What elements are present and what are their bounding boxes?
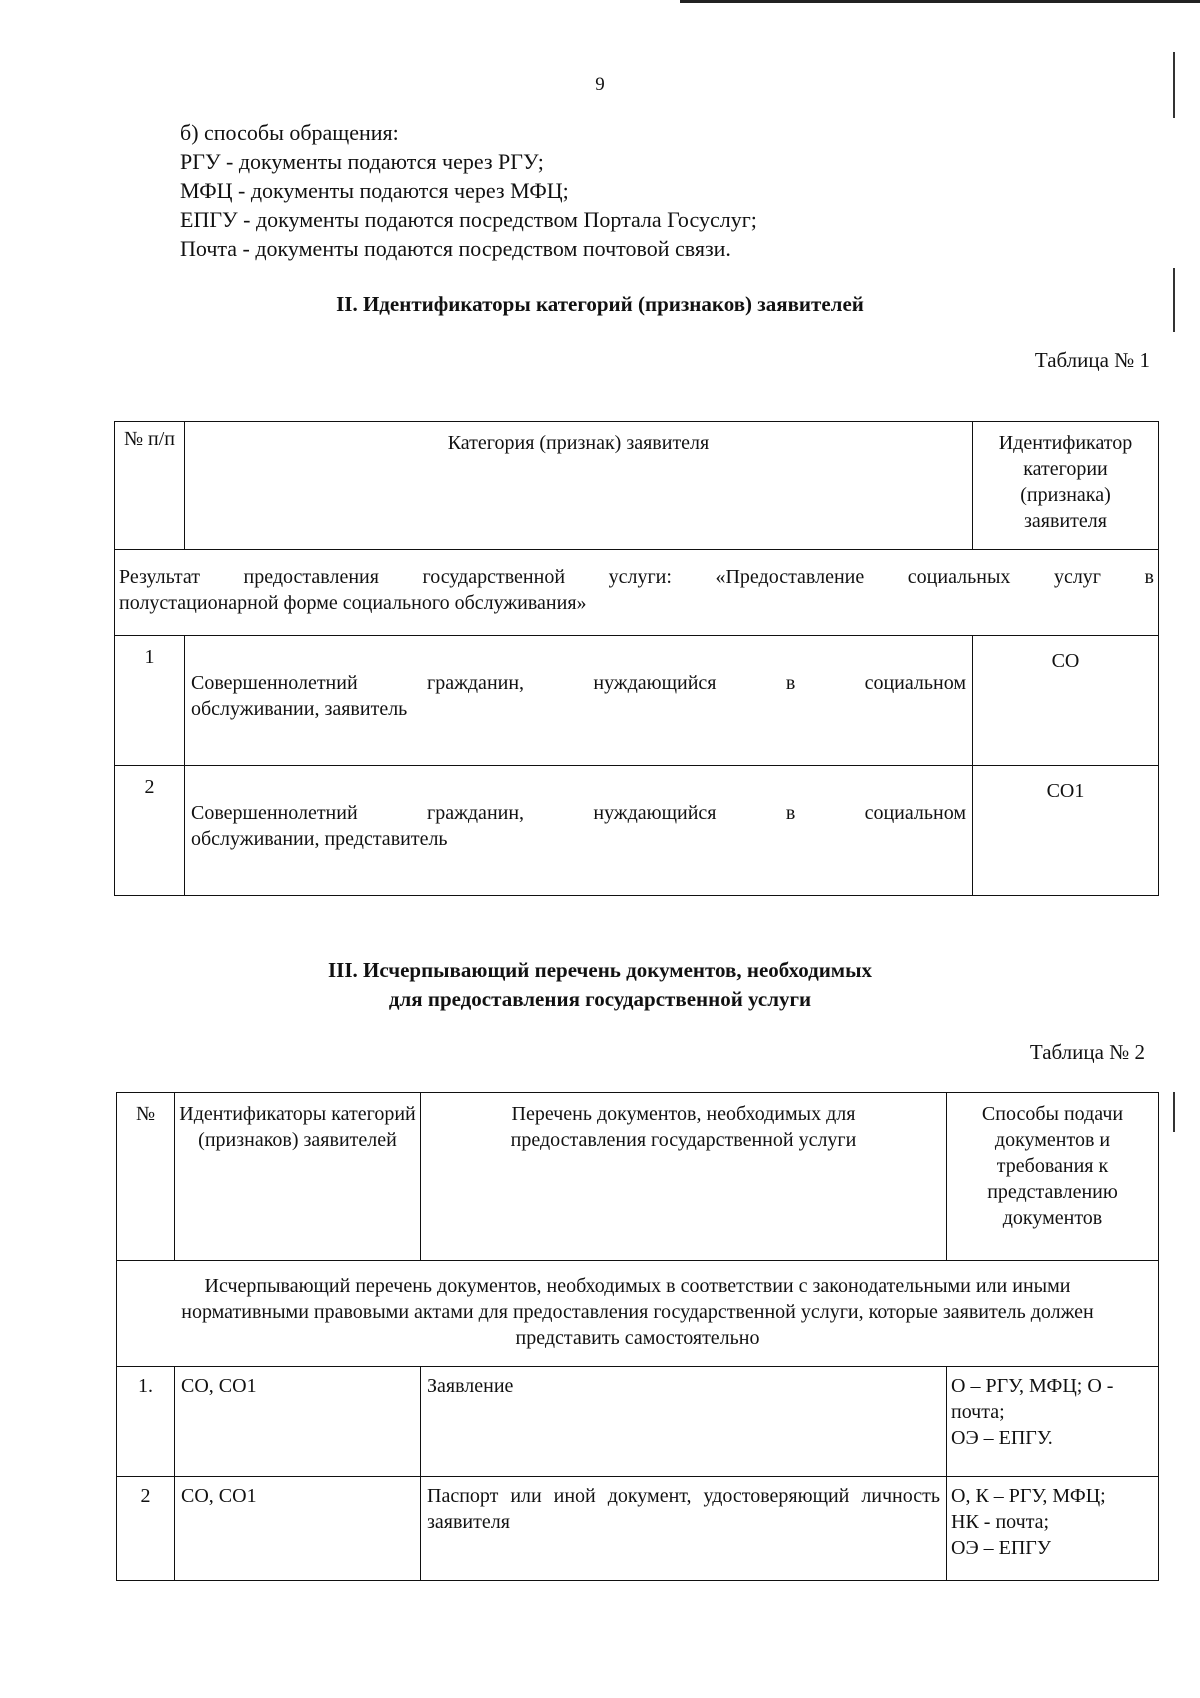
header-number: № п/п — [115, 422, 185, 550]
submission-way-line: НК - почта; — [951, 1511, 1050, 1533]
category-text-line: Совершеннолетний гражданин, нуждающийся в социальном — [191, 672, 966, 694]
submission-way-item: Почта - документы подаются посредством почтовой связи. — [180, 236, 731, 261]
header-number: № — [117, 1093, 175, 1261]
page-number: 9 — [595, 74, 605, 95]
table-header-row — [117, 1093, 1159, 1261]
submission-way-line: О, К – РГУ, МФЦ; — [951, 1485, 1106, 1507]
applicant-categories-table — [114, 421, 1159, 896]
header-identifiers: Идентификаторы категорий (признаков) заявителей — [175, 1093, 421, 1261]
table-2-caption: Таблица № 2 — [1029, 1040, 1145, 1064]
span-row — [117, 1261, 1159, 1367]
row-document: Паспорт или иной документ, удостоверяющий личность заявителя — [421, 1477, 947, 1581]
category-text-line: обслуживании, заявитель — [191, 698, 408, 720]
submission-way-line: почта; — [951, 1401, 1005, 1423]
header-identifier: Идентификатор категории (признака) заявителя — [973, 422, 1159, 550]
table-header-row — [115, 422, 1159, 550]
row-identifiers: СО, СО1 — [175, 1477, 421, 1581]
section-2-title: II. Идентификаторы категорий (признаков) заявителей — [336, 292, 864, 316]
row-submission-ways — [947, 1367, 1159, 1477]
submission-way-item: ЕПГУ - документы подаются посредством Портала Госуслуг; — [180, 207, 757, 232]
header-category: Категория (признак) заявителя — [185, 422, 973, 550]
section-3-title-line: для предоставления государственной услуги — [388, 987, 812, 1011]
table-row — [115, 766, 1159, 896]
row-category — [185, 636, 973, 766]
table-row — [117, 1477, 1159, 1581]
submission-way-line: ОЭ – ЕПГУ — [951, 1537, 1052, 1559]
submission-way-item: РГУ - документы подаются через РГУ; — [180, 149, 544, 174]
submission-way-line: ОЭ – ЕПГУ. — [951, 1427, 1053, 1449]
row-category — [185, 766, 973, 896]
row-number: 1 — [115, 636, 185, 766]
header-submission-ways: Способы подачи документов и требования к представлению документов — [947, 1093, 1159, 1261]
row-number: 2 — [117, 1477, 175, 1581]
row-document: Заявление — [421, 1367, 947, 1477]
section-3-title-line: III. Исчерпывающий перечень документов, необходимых — [327, 958, 873, 982]
submission-ways-list — [180, 118, 757, 263]
result-text-line: Результат предоставления государственной услуги: «Предоставление социальных услуг в — [119, 566, 1154, 588]
scan-edge-line — [680, 0, 1200, 3]
submission-way-line: О – РГУ, МФЦ; О - — [951, 1375, 1114, 1397]
result-cell — [115, 550, 1159, 636]
span-row-cell: Исчерпывающий перечень документов, необходимых в соответствии с законодательными или иными нормативными правовыми актами для предоставления государственной услуги, которые заявитель должен представить самостоятельно — [117, 1261, 1159, 1367]
row-submission-ways — [947, 1477, 1159, 1581]
submission-ways-heading: б) способы обращения: — [180, 120, 399, 145]
row-number: 2 — [115, 766, 185, 896]
submission-way-item: МФЦ - документы подаются через МФЦ; — [180, 178, 569, 203]
table-row — [117, 1367, 1159, 1477]
table-1-caption: Таблица № 1 — [1034, 348, 1150, 372]
result-text-line: полустационарной форме социального обслуживания» — [119, 592, 587, 614]
scan-edge-mark — [1173, 1092, 1175, 1132]
category-text-line: обслуживании, представитель — [191, 828, 448, 850]
category-text-line: Совершеннолетний гражданин, нуждающийся в социальном — [191, 802, 966, 824]
header-documents: Перечень документов, необходимых для предоставления государственной услуги — [421, 1093, 947, 1261]
row-number: 1. — [117, 1367, 175, 1477]
required-documents-table — [116, 1092, 1159, 1581]
result-row — [115, 550, 1159, 636]
row-identifier: СО1 — [973, 766, 1159, 896]
section-3-title — [0, 956, 1200, 1014]
row-identifiers: СО, СО1 — [175, 1367, 421, 1477]
row-identifier: СО — [973, 636, 1159, 766]
table-row — [115, 636, 1159, 766]
